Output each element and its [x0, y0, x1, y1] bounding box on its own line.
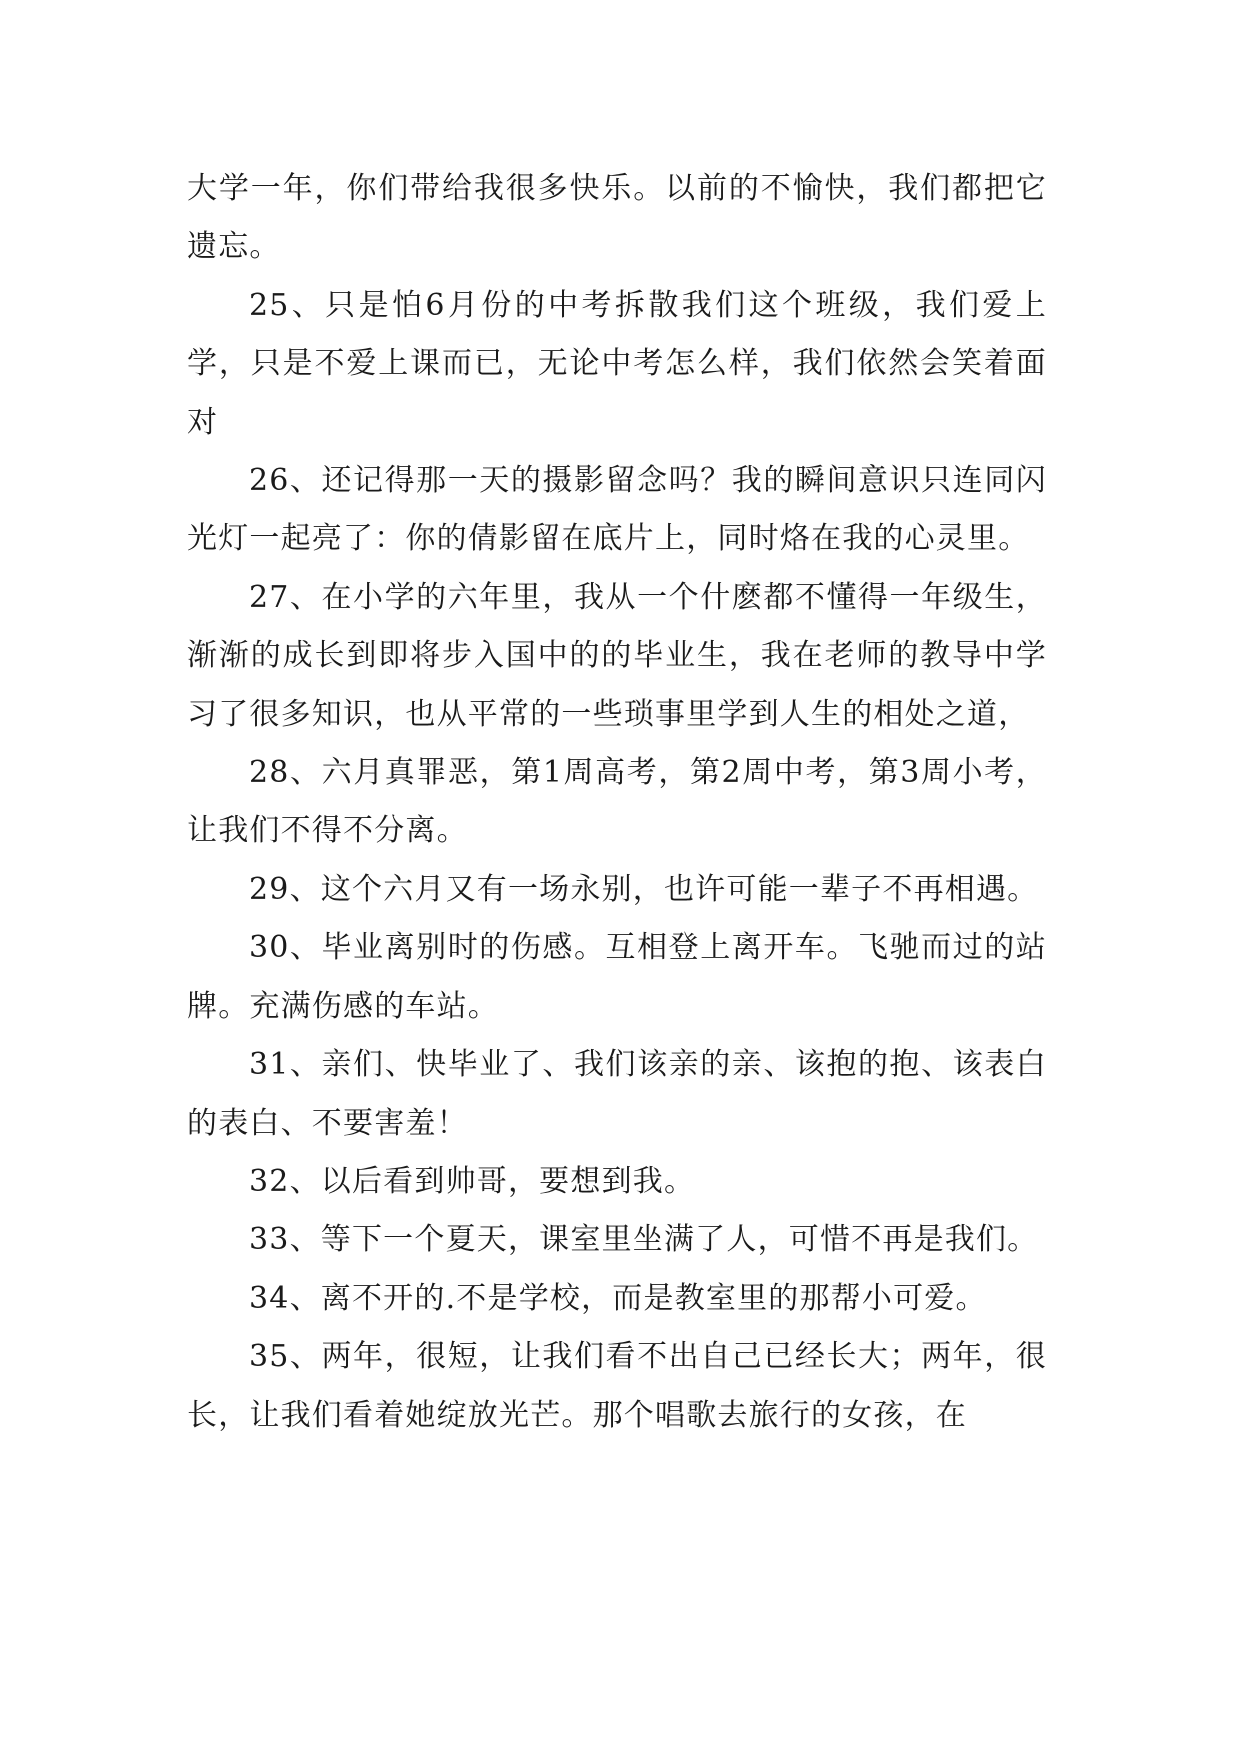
- paragraph-27: 27、在小学的六年里，我从一个什麽都不懂得一年级生，渐渐的成长到即将步入国中的的毕业生，我在老师的教导中学习了很多知识，也从平常的一些琐事里学到人生的相处之道，: [187, 579, 1047, 732]
- paragraph-26: 26、还记得那一天的摄影留念吗？我的瞬间意识只连同闪光灯一起亮了：你的倩影留在底片上，同时烙在我的心灵里。: [187, 463, 1047, 557]
- paragraph-29: 29、这个六月又有一场永别，也许可能一辈子不再相遇。: [249, 871, 1039, 907]
- paragraph-continuation: 大学一年，你们带给我很多快乐。以前的不愉快，我们都把它遗忘。: [187, 171, 1047, 265]
- paragraph-33: 33、等下一个夏天，课室里坐满了人，可惜不再是我们。: [249, 1222, 1039, 1258]
- paragraph-35: 35、两年，很短，让我们看不出自己已经长大；两年，很长，让我们看着她绽放光芒。那个唱歌去旅行的女孩，在: [187, 1339, 1047, 1433]
- paragraph-32: 32、以后看到帅哥，要想到我。: [249, 1163, 696, 1199]
- paragraph-30: 30、毕业离别时的伤感。互相登上离开车。飞驰而过的站牌。充满伤感的车站。: [187, 930, 1047, 1024]
- document-body: [187, 160, 1047, 1445]
- paragraph-28: 28、六月真罪恶，第1周高考，第2周中考，第3周小考，让我们不得不分离。: [187, 755, 1047, 849]
- paragraph-34: 34、离不开的.不是学校，而是教室里的那帮小可爱。: [249, 1280, 987, 1316]
- paragraph-25: 25、只是怕6月份的中考拆散我们这个班级，我们爱上学，只是不爱上课而已，无论中考怎么样，我们依然会笑着面对: [187, 287, 1047, 440]
- paragraph-31: 31、亲们、快毕业了、我们该亲的亲、该抱的抱、该表白的表白、不要害羞！: [187, 1047, 1047, 1141]
